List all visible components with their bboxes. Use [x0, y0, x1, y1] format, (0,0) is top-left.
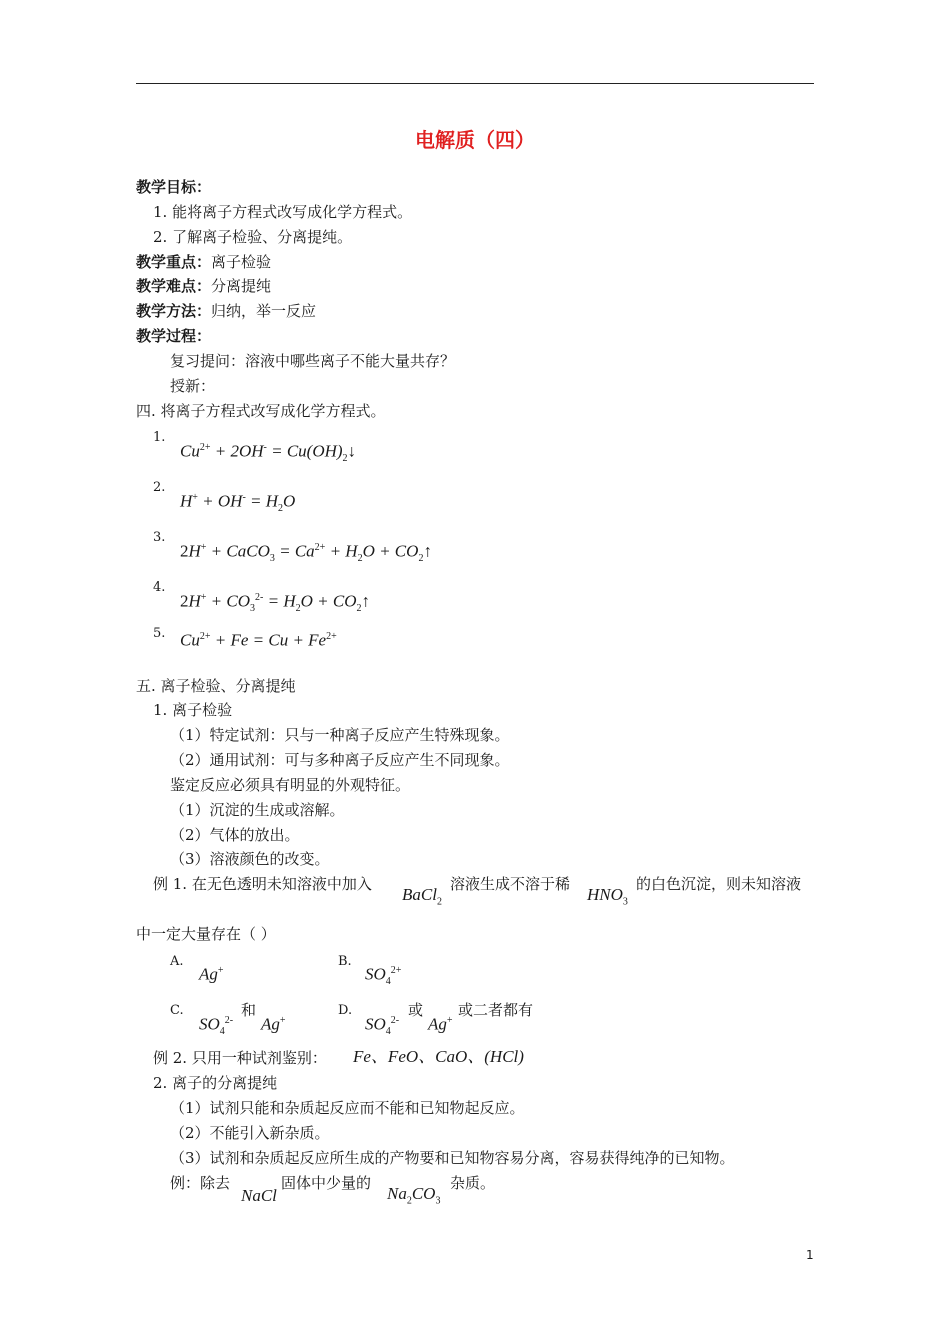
list-item: （2）气体的放出。	[170, 826, 300, 844]
method-value: 归纳，举一反应	[211, 302, 317, 320]
list-item: （1）试剂只能和杂质起反应而不能和已知物起反应。	[170, 1099, 525, 1117]
option-d-formula-2: Ag+	[428, 1014, 453, 1034]
equation: 2H+ + CaCO$_3$ = $Ca^{2+} + H_2O$ + $CO_2↑$	[180, 541, 432, 565]
option-c-label: C.	[170, 1003, 184, 1018]
section-5-heading: 五. 离子检验、分离提纯	[136, 677, 296, 695]
process-label: 教学过程：	[136, 327, 212, 345]
teaching-method	[136, 301, 316, 321]
example-1-text-b: 溶液生成不溶于稀	[450, 875, 571, 893]
equation-number: 2.	[153, 480, 166, 495]
key-value: 离子检验	[211, 253, 272, 271]
formula-bacl2: BaCl$_2$	[402, 885, 442, 908]
list-item: （2）通用试剂：可与多种离子反应产生不同现象。	[170, 751, 510, 769]
section-4-heading: 四. 将离子方程式改写成化学方程式。	[136, 402, 386, 420]
equation: $Cu^{2+} + Fe = Cu + Fe^{2+}$	[180, 630, 337, 650]
equation-number: 3.	[153, 530, 166, 545]
option-d-formula: $SO_4^{2-}$	[365, 1014, 400, 1038]
difficulty-value: 分离提纯	[211, 277, 272, 295]
equation-number: 5.	[153, 626, 166, 641]
option-d-label: D.	[338, 1003, 353, 1018]
example-1-text-c: 的白色沉淀，则未知溶液	[636, 875, 802, 893]
equation-number: 1.	[153, 430, 166, 445]
page-title: 电解质（四）	[415, 128, 535, 152]
equation: $2H^+ + CO_3^{2-} = H_2O$ + $CO_2↑$	[180, 591, 370, 615]
equation: $Cu^{2+} + 2OH^-$ = $Cu(OH)_2↓$	[180, 441, 357, 465]
difficulty-point	[136, 276, 271, 296]
example-3-text-a: 例：除去	[170, 1174, 231, 1192]
process-heading	[136, 326, 211, 346]
list-item: 鉴定反应必须具有明显的外观特征。	[170, 776, 411, 794]
option-c-formula: $SO_4^{2-}$	[199, 1014, 234, 1038]
key-point	[136, 252, 271, 272]
objectives-heading	[136, 177, 211, 197]
objectives-label: 教学目标：	[136, 178, 212, 196]
equation-number: 4.	[153, 580, 166, 595]
example-3-text-b: 固体中少量的	[281, 1174, 372, 1192]
list-item: （1）沉淀的生成或溶解。	[170, 801, 345, 819]
option-b-label: B.	[338, 954, 352, 969]
key-label: 教学重点：	[136, 253, 212, 271]
objective-2: 2. 了解离子检验、分离提纯。	[153, 228, 353, 246]
example-2-label: 例 2. 只用一种试剂鉴别：	[153, 1049, 327, 1067]
option-b-formula: $SO_4^{2+}$	[365, 964, 402, 988]
new-lesson: 授新：	[170, 377, 216, 395]
list-item: （2）不能引入新杂质。	[170, 1124, 330, 1142]
list-item: （3）溶液颜色的改变。	[170, 850, 330, 868]
difficulty-label: 教学难点：	[136, 277, 212, 295]
option-d-or: 或	[408, 1001, 424, 1019]
formula-na2co3: $Na_2CO_3$	[387, 1184, 441, 1207]
example-1-text-a: 例 1. 在无色透明未知溶液中加入	[153, 875, 372, 893]
example-1-text-d: 中一定大量存在（ ）	[136, 925, 276, 943]
option-a-label: A.	[170, 954, 184, 969]
option-c-and: 和	[241, 1001, 257, 1019]
subsection-separation: 2. 离子的分离提纯	[153, 1074, 278, 1092]
list-item: （3）试剂和杂质起反应所生成的产物要和已知物容易分离，容易获得纯净的已知物。	[170, 1149, 735, 1167]
formula-nacl: NaCl	[241, 1186, 277, 1205]
method-label: 教学方法：	[136, 302, 212, 320]
option-d-tail: 或二者都有	[458, 1001, 534, 1019]
example-2-formula: Fe、FeO、CaO、(HCl)	[353, 1047, 524, 1066]
option-c-formula-2: Ag+	[261, 1014, 286, 1034]
subsection-ion-test: 1. 离子检验	[153, 701, 233, 719]
example-3-text-c: 杂质。	[450, 1174, 496, 1192]
objective-1: 1. 能将离子方程式改写成化学方程式。	[153, 203, 413, 221]
formula-hno3: $HNO_3$	[587, 885, 628, 908]
equation: $H^+ + OH^- = H_2O$	[180, 491, 296, 515]
page-number: 1	[806, 1248, 814, 1262]
header-rule	[136, 83, 814, 84]
review-question: 复习提问：溶液中哪些离子不能大量共存？	[170, 352, 456, 370]
option-a-formula: Ag+	[199, 964, 224, 984]
list-item: （1）特定试剂：只与一种离子反应产生特殊现象。	[170, 726, 510, 744]
